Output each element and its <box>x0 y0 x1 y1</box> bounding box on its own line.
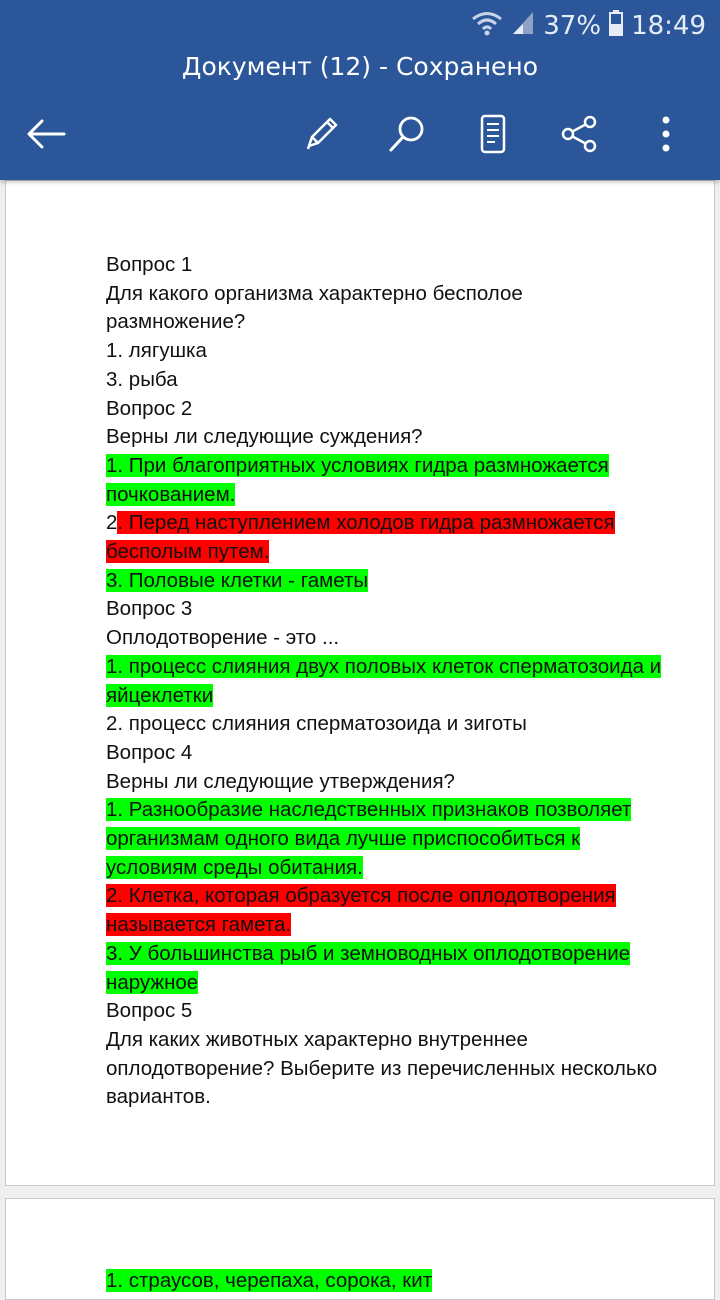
reading-view-icon <box>478 114 508 154</box>
signal-icon <box>511 10 535 43</box>
question-1-option-1: 1. лягушка <box>106 339 207 363</box>
highlight-green: 1. страусов, черепаха, сорока, кит <box>106 1269 433 1292</box>
question-5-option-1 <box>106 1267 666 1296</box>
question-4-option-2 <box>106 882 666 939</box>
highlight-red: 2. Клетка, которая образуется после оплодотворения называется гамета. <box>106 884 616 937</box>
question-2-heading: Вопрос 2 <box>106 396 193 420</box>
question-1-text: Для какого организма характерно бесполое размножение? <box>106 281 523 334</box>
question-3-text: Оплодотворение - это ... <box>106 626 340 650</box>
option-number: 2 <box>106 511 118 535</box>
question-2-option-2 <box>106 509 666 566</box>
back-arrow-icon <box>26 118 66 150</box>
share-button[interactable] <box>549 104 609 164</box>
question-2-option-1 <box>106 452 666 509</box>
question-2-text: Верны ли следующие суждения? <box>106 425 423 449</box>
back-button[interactable] <box>16 104 76 164</box>
question-1-option-3: 3. рыба <box>106 367 178 391</box>
document-title: Документ (12) - Сохранено <box>181 52 539 81</box>
share-icon <box>559 114 599 154</box>
battery-percent: 37% <box>543 11 602 41</box>
question-3-option-1 <box>106 653 666 710</box>
document-body <box>106 251 666 1112</box>
wifi-icon <box>471 10 503 43</box>
question-3-option-2: 2. процесс слияния сперматозоида и зиготы <box>106 712 527 736</box>
status-icons <box>471 8 706 44</box>
question-5-heading: Вопрос 5 <box>106 999 193 1023</box>
document-body-page-2 <box>106 1267 666 1296</box>
question-2-option-3 <box>106 567 666 596</box>
question-3-heading: Вопрос 3 <box>106 597 193 621</box>
more-options-button[interactable] <box>636 104 696 164</box>
more-vert-icon <box>660 114 672 154</box>
question-4-heading: Вопрос 4 <box>106 740 193 764</box>
highlight-green: 3. Половые клетки - гаметы <box>106 568 369 592</box>
highlight-green: 1. При благоприятных условиях гидра размножается почкованием. <box>106 453 609 506</box>
highlight-red: . Перед наступлением холодов гидра размножается бесполым путем. <box>106 511 615 564</box>
reading-view-button[interactable] <box>463 104 523 164</box>
question-1-heading: Вопрос 1 <box>106 253 193 276</box>
question-5-text: Для каких животных характерно внутреннее оплодотворение? Выберите из перечисленных несколько вариантов. <box>106 1027 658 1109</box>
app-bar <box>0 0 720 180</box>
search-button[interactable] <box>377 104 437 164</box>
highlight-green: 3. У большинства рыб и земноводных оплодотворение наружное <box>106 941 631 994</box>
edit-button[interactable] <box>291 104 351 164</box>
battery-icon <box>609 10 623 43</box>
status-bar <box>0 0 720 50</box>
question-4-option-3 <box>106 940 666 997</box>
pencil-icon <box>301 114 341 154</box>
highlight-green: 1. процесс слияния двух половых клеток сперматозоида и яйцеклетки <box>106 654 662 707</box>
clock: 18:49 <box>631 11 706 41</box>
document-page-1[interactable] <box>5 180 715 1186</box>
question-4-text: Верны ли следующие утверждения? <box>106 769 455 793</box>
highlight-green: 1. Разнообразие наследственных признаков позволяет организмам одного вида лучше приспособиться к условиям среды обитания. <box>106 798 632 879</box>
search-icon <box>387 114 427 154</box>
question-4-option-1 <box>106 796 666 882</box>
document-page-2[interactable] <box>5 1198 715 1300</box>
